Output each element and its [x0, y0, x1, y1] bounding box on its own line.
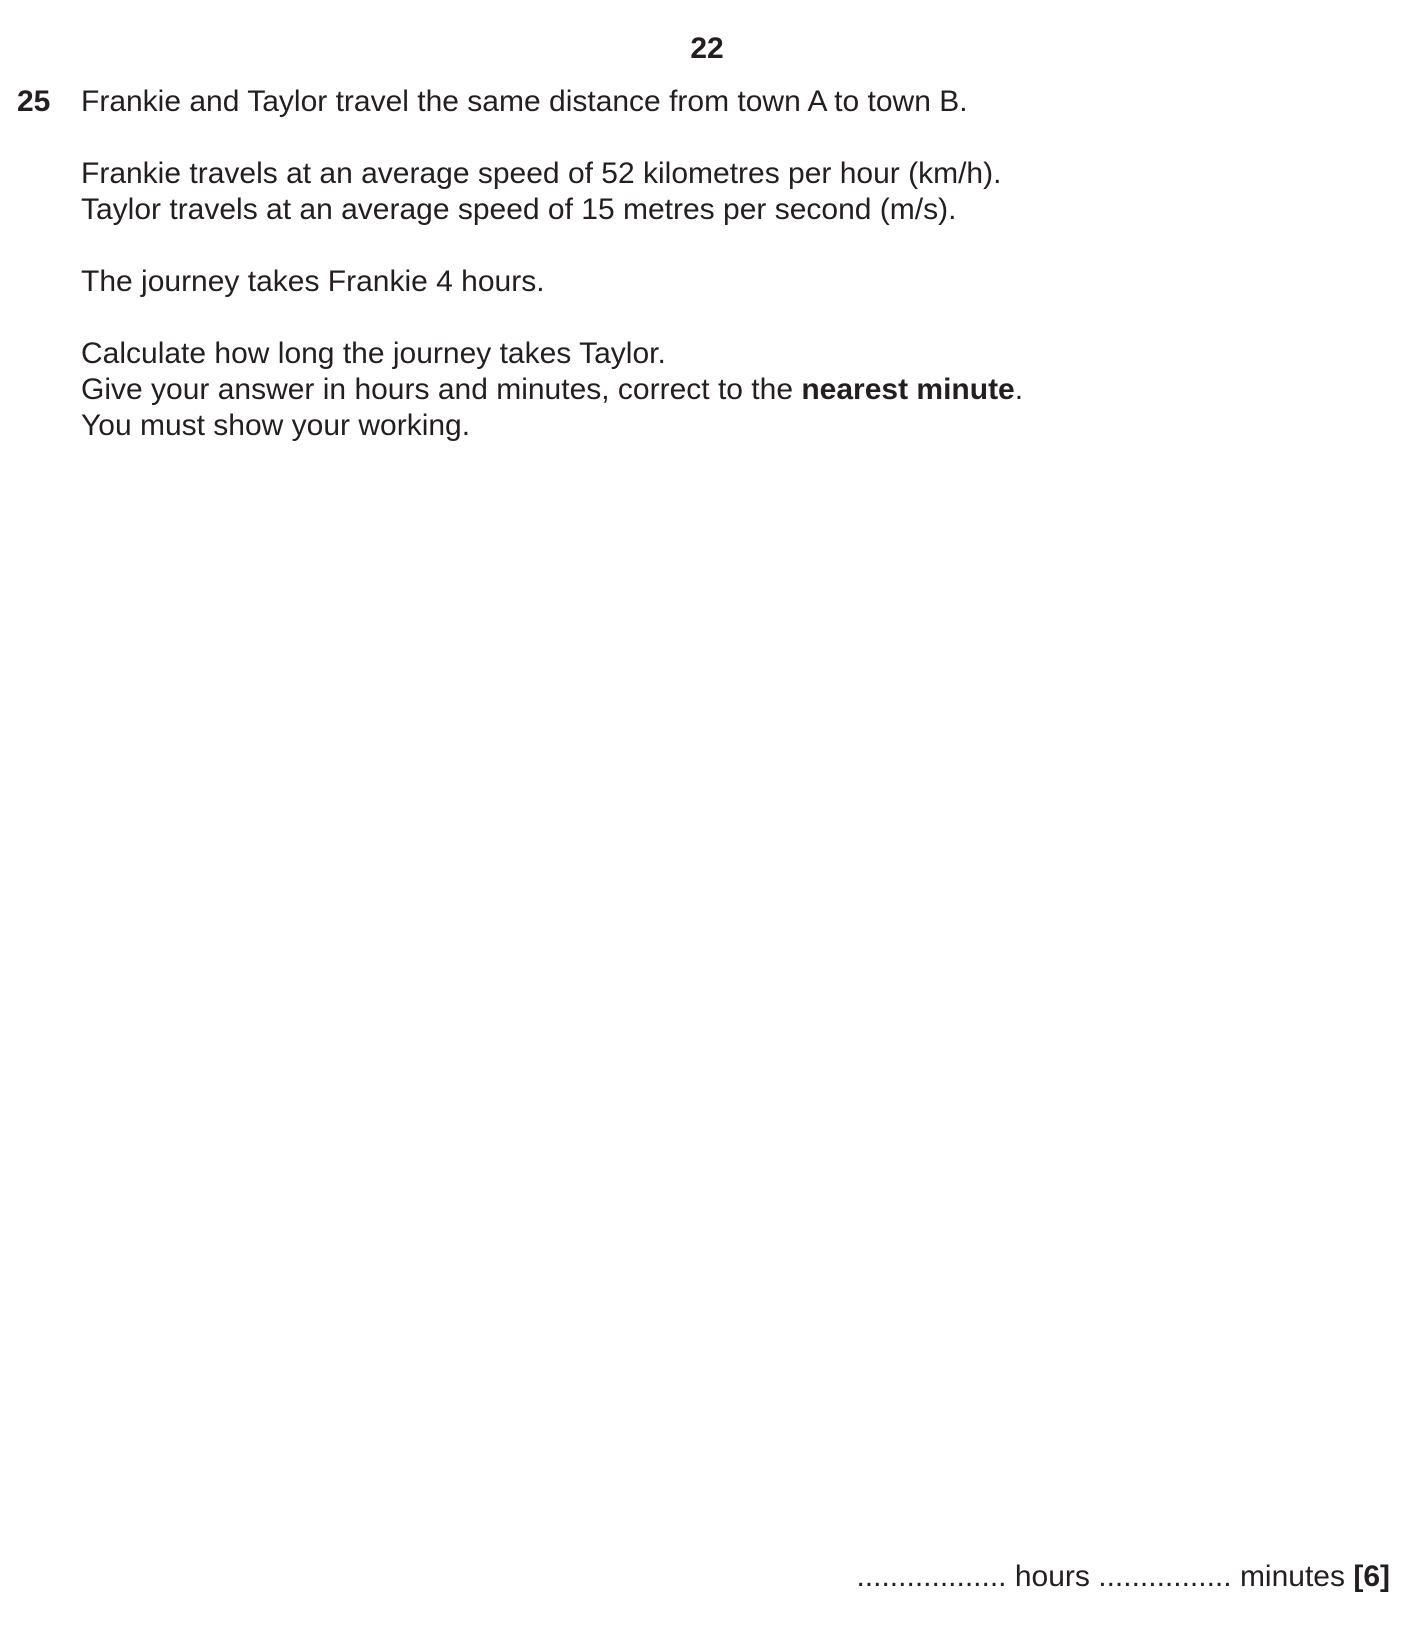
question-intro: Frankie and Taylor travel the same distance from town A to town B.: [81, 85, 968, 118]
taylor-speed: Taylor travels at an average speed of 15 metres per second (m/s).: [81, 193, 957, 226]
question-number: 25: [17, 85, 51, 118]
instruction-text: Give your answer in hours and minutes, correct to the: [81, 373, 802, 406]
instruction-show-working: You must show your working.: [81, 409, 471, 442]
answer-line: [856, 1559, 1390, 1595]
question-body: [81, 84, 1331, 444]
frankie-journey-time: The journey takes Frankie 4 hours.: [81, 265, 545, 298]
minutes-answer-dots[interactable]: ................: [1098, 1560, 1232, 1593]
instruction-period: .: [1014, 373, 1024, 406]
nearest-minute-emphasis: nearest minute: [801, 373, 1015, 406]
minutes-label: minutes: [1239, 1560, 1345, 1593]
page-number: 22: [690, 32, 724, 65]
frankie-speed: Frankie travels at an average speed of 52 kilometres per hour (km/h).: [81, 157, 1002, 190]
instruction-nearest-minute: [81, 372, 1331, 408]
marks-badge: [6]: [1353, 1560, 1390, 1593]
hours-label: hours: [1014, 1560, 1090, 1593]
hours-answer-dots[interactable]: ..................: [856, 1560, 1007, 1593]
instruction-calculate: Calculate how long the journey takes Taylor.: [81, 337, 666, 370]
